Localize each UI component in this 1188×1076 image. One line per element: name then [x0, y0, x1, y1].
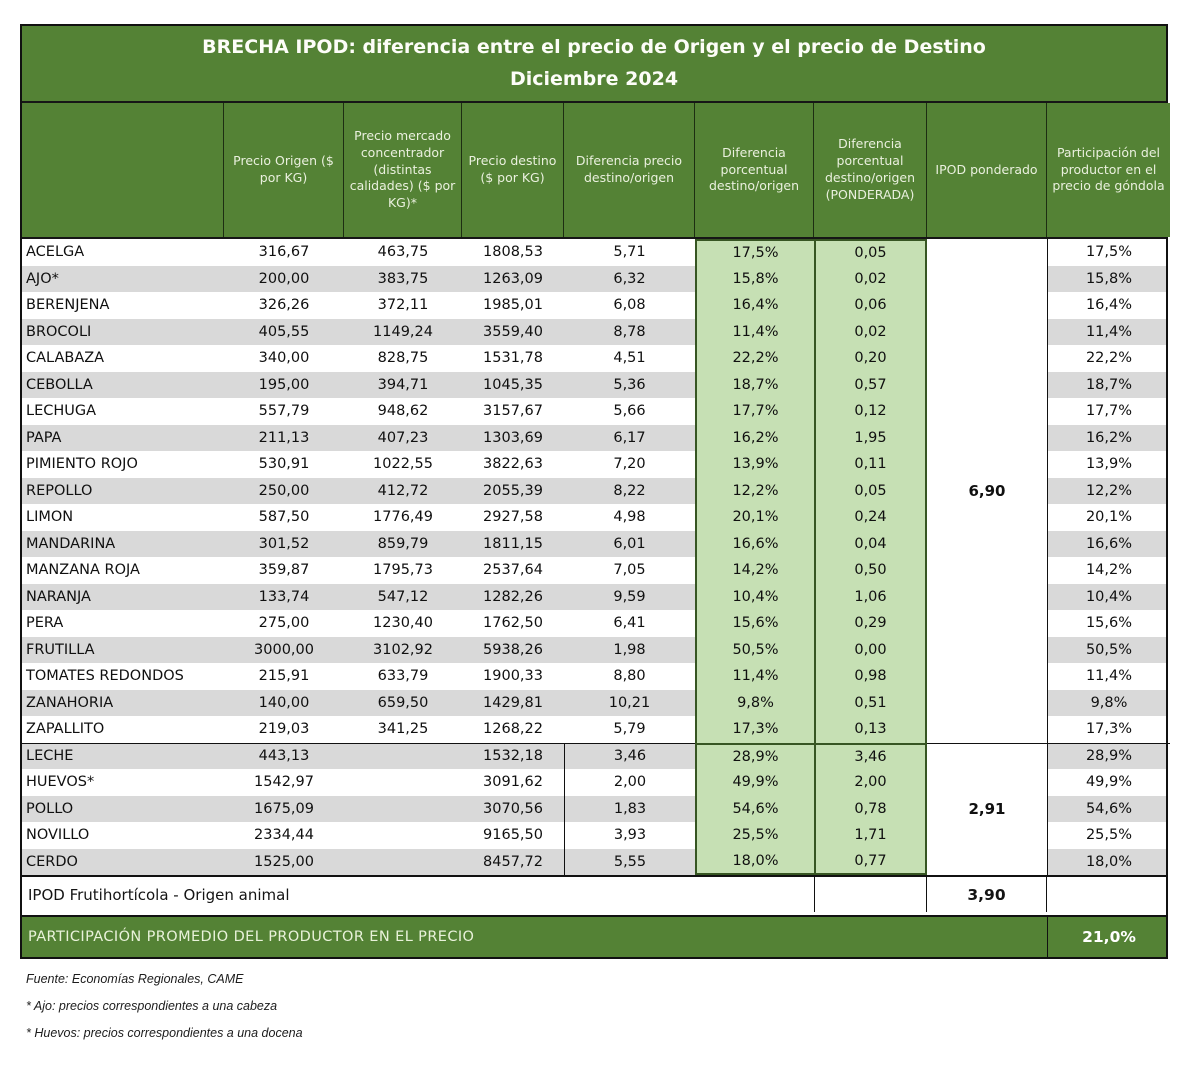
- precio-origen-cell: 340,00: [258, 350, 310, 367]
- product-name-cell: MANDARINA: [26, 535, 116, 552]
- precio-mercado-cell: 372,11: [377, 297, 429, 314]
- precio-origen-cell: 275,00: [258, 615, 310, 632]
- table-row: [22, 345, 1166, 372]
- ipod-ponderado-cell: [927, 637, 1047, 664]
- header-participacion: Participación del productor en el precio de góndola: [1047, 103, 1170, 237]
- diferencia-precio-cell: 5,55: [564, 849, 695, 876]
- precio-mercado-cell: 547,12: [377, 588, 429, 605]
- precio-origen-cell: 215,91: [258, 668, 310, 685]
- ipod-ponderado-cell: [927, 451, 1047, 478]
- table-row: [22, 292, 1166, 319]
- ipod-summary-value: 3,90: [927, 877, 1047, 912]
- participation-band: [22, 917, 1166, 957]
- precio-destino-cell: 1811,15: [483, 535, 543, 552]
- precio-destino-cell: 1985,01: [483, 297, 543, 314]
- participacion-cell: 16,2%: [1047, 425, 1170, 452]
- ipod-ponderado-cell: [927, 345, 1047, 372]
- diferencia-ponderada-cell: 0,05: [814, 239, 927, 266]
- table-row: [22, 557, 1166, 584]
- precio-mercado-cell: 341,25: [377, 721, 429, 738]
- table-row: [22, 690, 1166, 717]
- participacion-cell: 17,3%: [1047, 716, 1170, 743]
- header-precio-destino: Precio destino ($ por KG): [462, 103, 564, 237]
- precio-origen-cell: 3000,00: [254, 641, 314, 658]
- participacion-cell: 16,4%: [1047, 292, 1170, 319]
- precio-origen-cell: 200,00: [258, 270, 310, 287]
- diferencia-precio-cell: 7,20: [613, 456, 646, 473]
- precio-origen-cell: 530,91: [258, 456, 310, 473]
- diferencia-porcentual-cell: 20,1%: [695, 504, 814, 531]
- participation-label: PARTICIPACIÓN PROMEDIO DEL PRODUCTOR EN EL PRECIO: [28, 929, 475, 945]
- product-name-cell: ZANAHORIA: [26, 694, 114, 711]
- diferencia-ponderada-cell: 0,04: [814, 531, 927, 558]
- diferencia-ponderada-cell: 0,98: [814, 663, 927, 690]
- precio-origen-cell: 195,00: [258, 376, 310, 393]
- diferencia-porcentual-cell: 18,0%: [695, 849, 814, 876]
- precio-destino-cell: 8457,72: [483, 853, 543, 870]
- ipod-ponderado-cell: [927, 266, 1047, 293]
- diferencia-precio-cell: 8,80: [613, 668, 646, 685]
- diferencia-precio-cell: 1,98: [613, 641, 646, 658]
- participacion-cell: 14,2%: [1047, 557, 1170, 584]
- precio-origen-cell: 587,50: [258, 509, 310, 526]
- diferencia-ponderada-cell: 0,00: [814, 637, 927, 664]
- diferencia-ponderada-cell: 0,50: [814, 557, 927, 584]
- precio-mercado-cell: 3102,92: [373, 641, 433, 658]
- table-row: [22, 451, 1166, 478]
- diferencia-ponderada-cell: 0,13: [814, 716, 927, 743]
- ipod-ponderado-cell: [927, 557, 1047, 584]
- diferencia-precio-cell: 10,21: [608, 694, 651, 711]
- product-name-cell: REPOLLO: [26, 482, 93, 499]
- diferencia-precio-cell: 5,71: [613, 244, 646, 261]
- diferencia-ponderada-cell: 0,78: [814, 796, 927, 823]
- product-name-cell: TOMATES REDONDOS: [26, 668, 184, 685]
- precio-mercado-cell: 859,79: [377, 535, 429, 552]
- ipod-ponderado-cell: [927, 239, 1047, 266]
- ipod-ponderado-cell: [927, 716, 1047, 743]
- ipod-ponderado-cell: [927, 690, 1047, 717]
- table-row: [22, 531, 1166, 558]
- precio-destino-cell: 1263,09: [483, 270, 543, 287]
- diferencia-precio-cell: 6,01: [613, 535, 646, 552]
- header-diferencia-ponderada: Diferencia porcentual destino/origen (PONDERADA): [814, 103, 927, 237]
- table-row: [22, 663, 1166, 690]
- diferencia-ponderada-cell: 1,71: [814, 822, 927, 849]
- diferencia-precio-cell: 6,41: [613, 615, 646, 632]
- ipod-ponderado-cell: [927, 743, 1047, 770]
- diferencia-ponderada-cell: 0,02: [814, 266, 927, 293]
- diferencia-porcentual-cell: 11,4%: [695, 663, 814, 690]
- ipod-ponderado-cell: [927, 292, 1047, 319]
- precio-mercado-cell: 1149,24: [373, 323, 433, 340]
- participacion-cell: 11,4%: [1047, 319, 1170, 346]
- precio-origen-cell: 316,67: [258, 244, 310, 261]
- ipod-summary-empty-cell: [814, 877, 927, 912]
- column-header-row: [22, 103, 1166, 239]
- table-row: [22, 239, 1166, 266]
- diferencia-ponderada-cell: 0,05: [814, 478, 927, 505]
- precio-origen-cell: 140,00: [258, 694, 310, 711]
- diferencia-porcentual-cell: 15,8%: [695, 266, 814, 293]
- diferencia-porcentual-cell: 16,6%: [695, 531, 814, 558]
- participacion-cell: 49,9%: [1047, 769, 1170, 796]
- precio-destino-cell: 5938,26: [483, 641, 543, 658]
- diferencia-ponderada-cell: 0,11: [814, 451, 927, 478]
- ipod-ponderado-cell: [927, 372, 1047, 399]
- diferencia-ponderada-cell: 1,95: [814, 425, 927, 452]
- ipod-ponderado-cell: [927, 849, 1047, 876]
- table-title: [22, 26, 1166, 103]
- participacion-cell: 20,1%: [1047, 504, 1170, 531]
- diferencia-porcentual-cell: 9,8%: [695, 690, 814, 717]
- ipod-ponderado-cell: [927, 531, 1047, 558]
- precio-origen-cell: 301,52: [258, 535, 310, 552]
- product-name-cell: PIMIENTO ROJO: [26, 456, 138, 473]
- diferencia-precio-cell: 7,05: [613, 562, 646, 579]
- precio-mercado-cell: 463,75: [377, 244, 429, 261]
- precio-destino-cell: 3091,62: [483, 774, 543, 791]
- table-row: [22, 504, 1166, 531]
- ipod-ponderado-cell: [927, 504, 1047, 531]
- diferencia-ponderada-cell: 1,06: [814, 584, 927, 611]
- precio-destino-cell: 3070,56: [483, 800, 543, 817]
- precio-origen-cell: 1525,00: [254, 853, 314, 870]
- table-row: [22, 849, 1166, 876]
- precio-mercado-cell: 1022,55: [373, 456, 433, 473]
- table-row: [22, 266, 1166, 293]
- participacion-cell: 28,9%: [1047, 743, 1170, 770]
- precio-destino-cell: 2055,39: [483, 482, 543, 499]
- product-name-cell: AJO*: [26, 270, 59, 287]
- precio-destino-cell: 9165,50: [483, 827, 543, 844]
- diferencia-ponderada-cell: 0,06: [814, 292, 927, 319]
- header-precio-origen: Precio Origen ($ por KG): [224, 103, 344, 237]
- product-name-cell: PERA: [26, 615, 64, 632]
- table-body: [22, 239, 1166, 875]
- product-name-cell: CEBOLLA: [26, 376, 93, 393]
- diferencia-porcentual-cell: 50,5%: [695, 637, 814, 664]
- precio-mercado-cell: 1230,40: [373, 615, 433, 632]
- diferencia-porcentual-cell: 17,7%: [695, 398, 814, 425]
- precio-origen-cell: 211,13: [258, 429, 310, 446]
- participacion-cell: 10,4%: [1047, 584, 1170, 611]
- precio-destino-cell: 3559,40: [483, 323, 543, 340]
- product-name-cell: HUEVOS*: [26, 774, 95, 791]
- precio-destino-cell: 1808,53: [483, 244, 543, 261]
- participacion-cell: 17,5%: [1047, 239, 1170, 266]
- table-row: [22, 610, 1166, 637]
- precio-origen-cell: 250,00: [258, 482, 310, 499]
- participacion-cell: 22,2%: [1047, 345, 1170, 372]
- diferencia-precio-cell: 8,78: [613, 323, 646, 340]
- participacion-cell: 15,6%: [1047, 610, 1170, 637]
- diferencia-precio-cell: 6,17: [613, 429, 646, 446]
- footnote-ajo: * Ajo: precios correspondientes a una cabeza: [26, 999, 278, 1013]
- diferencia-ponderada-cell: 3,46: [814, 743, 927, 770]
- product-name-cell: ACELGA: [26, 244, 85, 261]
- precio-destino-cell: 1429,81: [483, 694, 543, 711]
- participacion-cell: 17,7%: [1047, 398, 1170, 425]
- diferencia-precio-cell: 2,00: [564, 769, 695, 796]
- ipod-ponderado-cell: [927, 610, 1047, 637]
- ipod-ponderado-cell: [927, 663, 1047, 690]
- product-name-cell: MANZANA ROJA: [26, 562, 140, 579]
- precio-origen-cell: 2334,44: [254, 827, 314, 844]
- diferencia-precio-cell: 9,59: [613, 588, 646, 605]
- precio-origen-cell: 326,26: [258, 297, 310, 314]
- diferencia-precio-cell: 3,46: [564, 743, 695, 770]
- precio-mercado-cell: 828,75: [377, 350, 429, 367]
- table-row: [22, 584, 1166, 611]
- header-ipod-ponderado: IPOD ponderado: [927, 103, 1047, 237]
- participacion-cell: 50,5%: [1047, 637, 1170, 664]
- precio-origen-cell: 219,03: [258, 721, 310, 738]
- diferencia-porcentual-cell: 54,6%: [695, 796, 814, 823]
- product-name-cell: LIMON: [26, 509, 74, 526]
- participacion-cell: 9,8%: [1047, 690, 1170, 717]
- diferencia-precio-cell: 8,22: [613, 482, 646, 499]
- precio-origen-cell: 557,79: [258, 403, 310, 420]
- participation-value: 21,0%: [1047, 917, 1170, 957]
- header-diferencia-precio: Diferencia precio destino/origen: [564, 103, 695, 237]
- precio-mercado-cell: [344, 796, 462, 823]
- participacion-cell: 18,7%: [1047, 372, 1170, 399]
- precio-origen-cell: 405,55: [258, 323, 310, 340]
- precio-destino-cell: 1762,50: [483, 615, 543, 632]
- product-name-cell: PAPA: [26, 429, 62, 446]
- diferencia-precio-cell: 6,32: [613, 270, 646, 287]
- diferencia-porcentual-cell: 11,4%: [695, 319, 814, 346]
- diferencia-porcentual-cell: 16,4%: [695, 292, 814, 319]
- ipod-ponderado-cell: 6,90: [927, 478, 1047, 505]
- diferencia-porcentual-cell: 17,5%: [695, 239, 814, 266]
- diferencia-ponderada-cell: 0,51: [814, 690, 927, 717]
- diferencia-ponderada-cell: 0,77: [814, 849, 927, 876]
- precio-mercado-cell: 633,79: [377, 668, 429, 685]
- precio-origen-cell: 1542,97: [254, 774, 314, 791]
- precio-destino-cell: 1282,26: [483, 588, 543, 605]
- precio-mercado-cell: 659,50: [377, 694, 429, 711]
- header-product: [22, 103, 224, 237]
- participacion-cell: 54,6%: [1047, 796, 1170, 823]
- participacion-cell: 15,8%: [1047, 266, 1170, 293]
- table-row: [22, 743, 1166, 770]
- diferencia-precio-cell: 6,08: [613, 297, 646, 314]
- precio-mercado-cell: 1795,73: [373, 562, 433, 579]
- table-row: [22, 637, 1166, 664]
- precio-destino-cell: 1268,22: [483, 721, 543, 738]
- precio-destino-cell: 1900,33: [483, 668, 543, 685]
- diferencia-ponderada-cell: 0,24: [814, 504, 927, 531]
- ipod-ponderado-cell: [927, 425, 1047, 452]
- participacion-cell: 18,0%: [1047, 849, 1170, 876]
- footnote-huevos: * Huevos: precios correspondientes a una docena: [26, 1026, 303, 1040]
- diferencia-ponderada-cell: 0,20: [814, 345, 927, 372]
- diferencia-ponderada-cell: 2,00: [814, 769, 927, 796]
- precio-mercado-cell: 383,75: [377, 270, 429, 287]
- table-row: [22, 398, 1166, 425]
- ipod-table: [20, 24, 1168, 959]
- precio-origen-cell: 1675,09: [254, 800, 314, 817]
- table-row: [22, 716, 1166, 743]
- footnote-source: Fuente: Economías Regionales, CAME: [26, 972, 244, 986]
- participacion-cell: 12,2%: [1047, 478, 1170, 505]
- diferencia-porcentual-cell: 12,2%: [695, 478, 814, 505]
- table-row: [22, 319, 1166, 346]
- product-name-cell: BROCOLI: [26, 323, 92, 340]
- precio-destino-cell: 2537,64: [483, 562, 543, 579]
- diferencia-precio-cell: 3,93: [564, 822, 695, 849]
- diferencia-ponderada-cell: 0,29: [814, 610, 927, 637]
- participacion-cell: 11,4%: [1047, 663, 1170, 690]
- product-name-cell: FRUTILLA: [26, 641, 95, 658]
- title-line-2: Diciembre 2024: [509, 68, 679, 90]
- diferencia-precio-cell: 4,51: [613, 350, 646, 367]
- diferencia-ponderada-cell: 0,57: [814, 372, 927, 399]
- diferencia-porcentual-cell: 14,2%: [695, 557, 814, 584]
- ipod-summary-trailing-cell: [1047, 877, 1170, 912]
- diferencia-porcentual-cell: 22,2%: [695, 345, 814, 372]
- ipod-ponderado-cell: [927, 769, 1047, 796]
- diferencia-porcentual-cell: 15,6%: [695, 610, 814, 637]
- product-name-cell: LECHUGA: [26, 403, 97, 420]
- precio-destino-cell: 1532,18: [462, 743, 564, 770]
- diferencia-porcentual-cell: 18,7%: [695, 372, 814, 399]
- precio-mercado-cell: 948,62: [377, 403, 429, 420]
- precio-destino-cell: 2927,58: [483, 509, 543, 526]
- header-precio-mercado: Precio mercado concentrador (distintas calidades) ($ por KG)*: [344, 103, 462, 237]
- ipod-ponderado-cell: [927, 319, 1047, 346]
- diferencia-ponderada-cell: 0,02: [814, 319, 927, 346]
- precio-mercado-cell: [344, 822, 462, 849]
- precio-mercado-cell: [344, 743, 462, 770]
- product-name-cell: CERDO: [26, 853, 78, 870]
- table-row: [22, 478, 1166, 505]
- product-name-cell: BERENJENA: [26, 297, 110, 314]
- precio-mercado-cell: 412,72: [377, 482, 429, 499]
- table-row: [22, 769, 1166, 796]
- diferencia-porcentual-cell: 16,2%: [695, 425, 814, 452]
- precio-mercado-cell: 1776,49: [373, 509, 433, 526]
- table-row: [22, 822, 1166, 849]
- ipod-ponderado-cell: 2,91: [927, 796, 1047, 823]
- diferencia-porcentual-cell: 10,4%: [695, 584, 814, 611]
- ipod-ponderado-cell: [927, 398, 1047, 425]
- diferencia-precio-cell: 4,98: [613, 509, 646, 526]
- precio-destino-cell: 1045,35: [483, 376, 543, 393]
- footnotes: [26, 972, 303, 1053]
- diferencia-ponderada-cell: 0,12: [814, 398, 927, 425]
- product-name-cell: LECHE: [22, 743, 224, 770]
- diferencia-porcentual-cell: 17,3%: [695, 716, 814, 743]
- precio-mercado-cell: [344, 849, 462, 876]
- diferencia-porcentual-cell: 13,9%: [695, 451, 814, 478]
- precio-origen-cell: 359,87: [258, 562, 310, 579]
- diferencia-precio-cell: 5,66: [613, 403, 646, 420]
- product-name-cell: ZAPALLITO: [26, 721, 105, 738]
- diferencia-porcentual-cell: 25,5%: [695, 822, 814, 849]
- precio-origen-cell: 133,74: [258, 588, 310, 605]
- diferencia-precio-cell: 5,79: [613, 721, 646, 738]
- product-name-cell: NOVILLO: [26, 827, 90, 844]
- header-diferencia-porcentual: Diferencia porcentual destino/origen: [695, 103, 814, 237]
- precio-destino-cell: 3822,63: [483, 456, 543, 473]
- table-row: [22, 796, 1166, 823]
- product-name-cell: CALABAZA: [26, 350, 105, 367]
- diferencia-porcentual-cell: 49,9%: [695, 769, 814, 796]
- ipod-summary-label: IPOD Frutihortícola - Origen animal: [28, 885, 290, 904]
- precio-mercado-cell: 394,71: [377, 376, 429, 393]
- precio-destino-cell: 1531,78: [483, 350, 543, 367]
- ipod-ponderado-cell: [927, 822, 1047, 849]
- participacion-cell: 13,9%: [1047, 451, 1170, 478]
- title-line-1: BRECHA IPOD: diferencia entre el precio de Origen y el precio de Destino: [202, 36, 986, 58]
- table-row: [22, 372, 1166, 399]
- participacion-cell: 16,6%: [1047, 531, 1170, 558]
- product-name-cell: POLLO: [26, 800, 74, 817]
- precio-destino-cell: 3157,67: [483, 403, 543, 420]
- precio-mercado-cell: [344, 769, 462, 796]
- diferencia-precio-cell: 5,36: [613, 376, 646, 393]
- ipod-ponderado-cell: [927, 584, 1047, 611]
- precio-destino-cell: 1303,69: [483, 429, 543, 446]
- precio-origen-cell: 443,13: [224, 743, 344, 770]
- diferencia-porcentual-cell: 28,9%: [695, 743, 814, 770]
- diferencia-precio-cell: 1,83: [564, 796, 695, 823]
- precio-mercado-cell: 407,23: [377, 429, 429, 446]
- product-name-cell: NARANJA: [26, 588, 91, 605]
- table-row: [22, 425, 1166, 452]
- participacion-cell: 25,5%: [1047, 822, 1170, 849]
- ipod-summary-row: [22, 875, 1166, 912]
